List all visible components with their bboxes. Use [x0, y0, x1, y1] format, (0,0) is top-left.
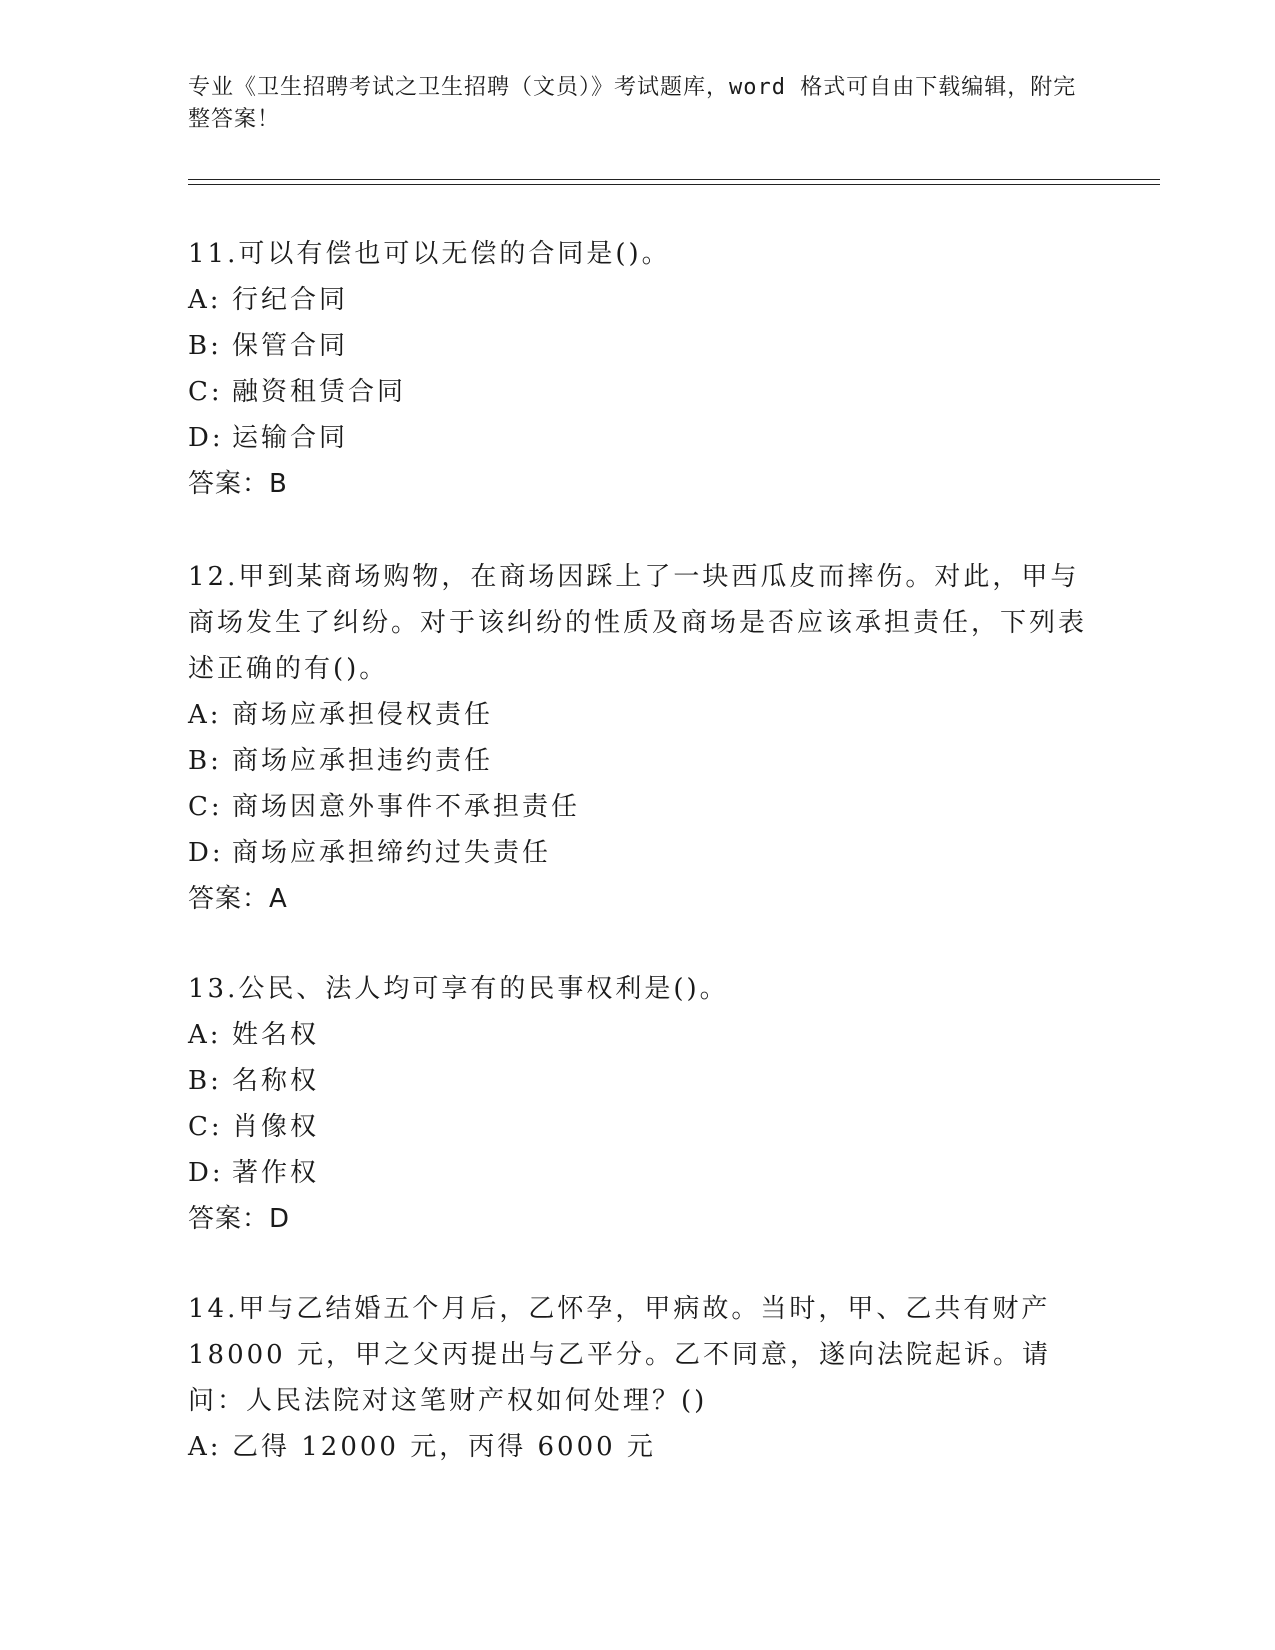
question-stem: 12.甲到某商场购物，在商场因踩上了一块西瓜皮而摔伤。对此，甲与商场发生了纠纷。对于该纠纷的性质及商场是否应该承担责任，下列表述正确的有()。 [188, 562, 1088, 684]
question-11 [188, 231, 1088, 507]
option-text: 乙得 12000 元，丙得 6000 元 [232, 1432, 656, 1462]
option-text: 运输合同 [232, 423, 349, 453]
option-letter: A: [188, 285, 222, 315]
option-d [188, 1150, 1088, 1196]
option-a [188, 692, 1088, 738]
option-c [188, 369, 1088, 415]
question-14 [188, 1286, 1088, 1470]
document-header: 专业《卫生招聘考试之卫生招聘（文员）》考试题库，word 格式可自由下载编辑，附完整答案！ [188, 75, 1077, 132]
option-b [188, 323, 1088, 369]
option-letter: D: [188, 838, 224, 868]
option-letter: B: [188, 746, 222, 776]
question-stem: 14.甲与乙结婚五个月后，乙怀孕，甲病故。当时，甲、乙共有财产18000 元，甲之父丙提出与乙平分。乙不同意，遂向法院起诉。请问：人民法院对这笔财产权如何处理？() [188, 1294, 1051, 1416]
option-letter: A: [188, 700, 222, 730]
header-divider-bottom [188, 184, 1160, 185]
option-text: 名称权 [232, 1066, 320, 1096]
option-a [188, 1012, 1088, 1058]
answer-line: 答案：B [188, 469, 288, 499]
option-text: 行纪合同 [232, 285, 349, 315]
option-text: 姓名权 [232, 1020, 320, 1050]
option-letter: B: [188, 331, 222, 361]
option-letter: D: [188, 423, 224, 453]
option-text: 肖像权 [232, 1112, 320, 1142]
answer-line: 答案：A [188, 884, 288, 914]
option-letter: A: [188, 1020, 222, 1050]
question-stem: 11.可以有偿也可以无偿的合同是()。 [188, 239, 671, 269]
answer-line: 答案：D [188, 1204, 291, 1234]
option-b [188, 1058, 1088, 1104]
option-letter: C: [188, 1112, 223, 1142]
option-text: 商场应承担违约责任 [232, 746, 494, 776]
option-c [188, 1104, 1088, 1150]
option-a [188, 1424, 1088, 1470]
option-text: 商场因意外事件不承担责任 [232, 792, 581, 822]
option-text: 著作权 [232, 1158, 320, 1188]
option-d [188, 830, 1088, 876]
option-letter: A: [188, 1432, 222, 1462]
option-letter: D: [188, 1158, 224, 1188]
option-text: 商场应承担缔约过失责任 [232, 838, 552, 868]
option-letter: C: [188, 792, 223, 822]
option-d [188, 415, 1088, 461]
option-letter: C: [188, 377, 223, 407]
question-13 [188, 966, 1088, 1242]
option-b [188, 738, 1088, 784]
option-text: 商场应承担侵权责任 [232, 700, 494, 730]
question-stem: 13.公民、法人均可享有的民事权利是()。 [188, 974, 729, 1004]
option-text: 保管合同 [232, 331, 349, 361]
option-text: 融资租赁合同 [232, 377, 407, 407]
option-a [188, 277, 1088, 323]
question-12 [188, 554, 1088, 922]
option-c [188, 784, 1088, 830]
option-letter: B: [188, 1066, 222, 1096]
header-divider-top [188, 179, 1160, 180]
